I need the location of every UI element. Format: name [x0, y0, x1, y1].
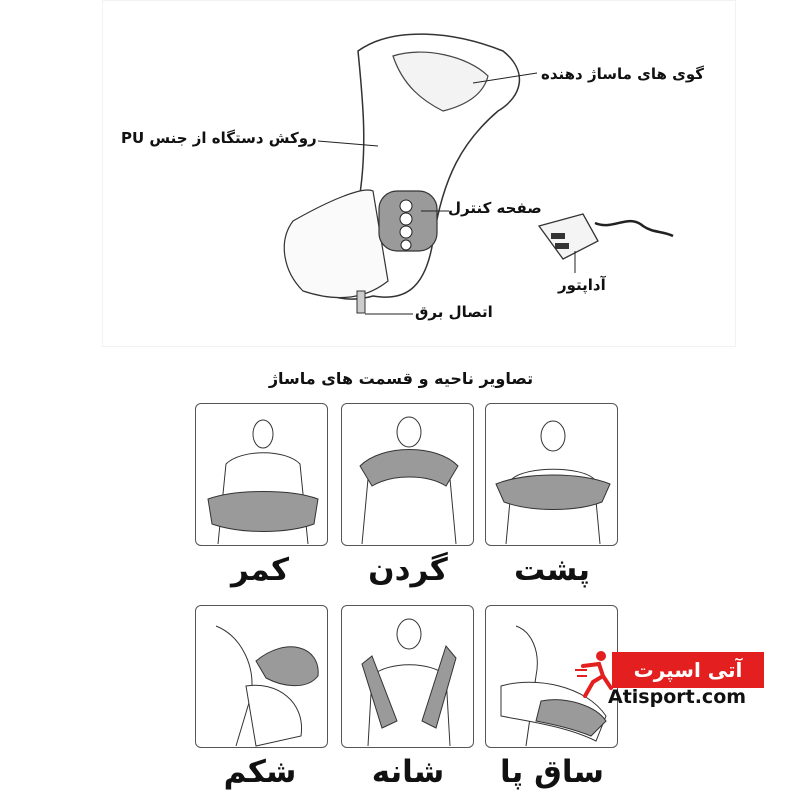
area-card-waist — [195, 403, 328, 546]
control-button — [401, 240, 411, 250]
area-label-shoulder: شانه — [371, 754, 445, 790]
area-card-abdomen — [195, 605, 328, 748]
product-diagram-panel — [102, 0, 736, 347]
area-card-neck — [341, 403, 474, 546]
back-illustration — [486, 404, 618, 546]
control-button — [400, 226, 412, 238]
massager-on-waist — [208, 492, 318, 532]
massager-on-abdomen — [256, 647, 318, 686]
callout-control-panel: صفحه کنترل — [448, 199, 542, 217]
area-label-waist: کمر — [230, 552, 290, 588]
callout-pu-cover: روکش دستگاه از جنس PU — [121, 129, 317, 147]
figure-leg — [246, 685, 302, 746]
power-jack — [357, 291, 365, 313]
area-label-abdomen: شکم — [223, 754, 297, 790]
brand-url: Atisport.com — [608, 686, 747, 708]
neck-massager-diagram — [103, 1, 735, 346]
callout-massage-balls: گوی های ماساژ دهنده — [541, 65, 705, 83]
control-button — [400, 213, 412, 225]
adapter-cable — [595, 221, 673, 236]
adapter-prong — [551, 233, 565, 239]
neck-illustration — [342, 404, 474, 546]
area-label-calf: ساق پا — [500, 754, 604, 790]
adapter-shape — [539, 214, 598, 259]
shoulder-illustration — [342, 606, 474, 748]
figure-head — [397, 619, 421, 649]
runner-logo-icon — [573, 648, 613, 698]
callout-adapter: آداپتور — [558, 276, 606, 294]
figure-head — [541, 421, 565, 451]
massager-on-back — [496, 475, 610, 510]
area-label-neck: گردن — [368, 552, 448, 588]
figure-head — [253, 420, 273, 448]
area-label-back: پشت — [513, 552, 590, 588]
adapter-prong — [555, 243, 569, 249]
massager-flap — [284, 190, 388, 298]
brand-name-badge: آتی اسپرت — [612, 652, 764, 688]
figure-head — [397, 417, 421, 447]
callout-power-connection: اتصال برق — [415, 303, 493, 321]
section-title: تصاویر ناحیه و قسمت های ماساژ — [246, 362, 556, 396]
area-card-shoulder — [341, 605, 474, 748]
control-button — [400, 200, 412, 212]
area-card-back — [485, 403, 618, 546]
waist-illustration — [196, 404, 328, 546]
abdomen-illustration — [196, 606, 328, 748]
